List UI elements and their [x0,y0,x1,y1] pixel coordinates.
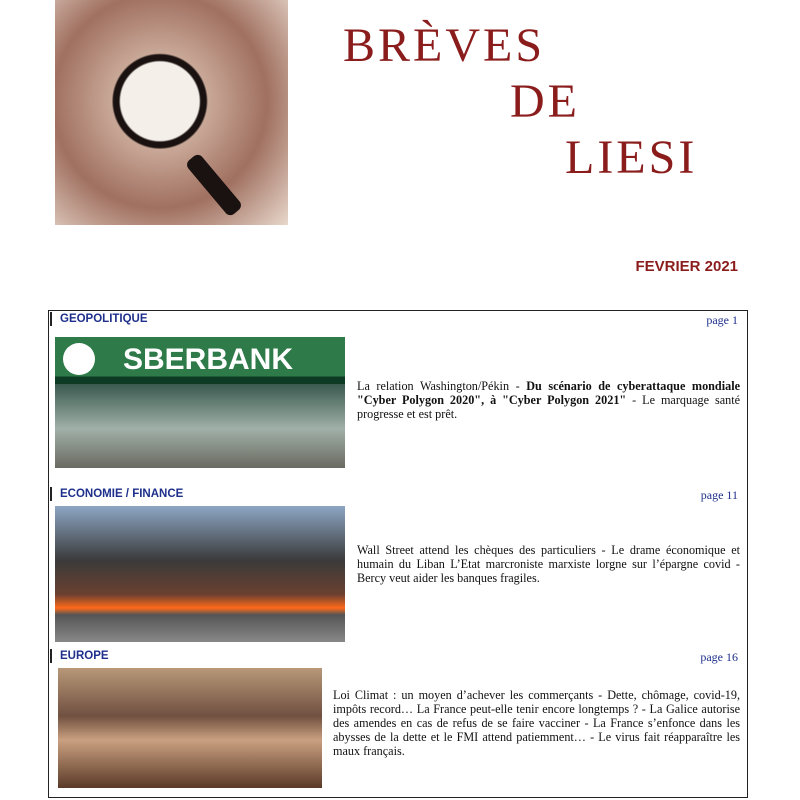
title-line-1: BRÈVES [343,19,546,72]
section-europe-title: EUROPE [50,649,109,663]
section-geopolitique-title: GEOPOLITIQUE [50,312,148,326]
sberbank-sign: SBERBANK [123,343,294,376]
magnifying-glass-image [55,0,288,225]
battle-painting-image [58,668,322,788]
sberbank-logo-icon [63,343,95,375]
title-line-2: DE [510,75,580,128]
riot-fire-image [55,506,345,642]
title-line-3: LIESI [565,131,698,184]
section-economie-title: ECONOMIE / FINANCE [50,487,183,501]
section-economie-page[interactable]: page 11 [700,488,738,502]
section-geopolitique-text: La relation Washington/Pékin - Du scénario de cyberattaque mondiale "Cyber Polygon 2020", à "Cyber Polygon 2021" - Le marquage santé progresse et est prêt. [357,379,740,421]
section-europe-page[interactable]: page 16 [700,650,738,664]
sberbank-image [55,337,345,468]
section-europe-text: Loi Climat : un moyen d’achever les commerçants - Dette, chômage, covid-19, impôts record… La France peut-elle tenir encore longtemps ? - La Galice autorise des amendes en cas de refus de se faire vacciner - La France s’enfonce dans les abysses de la dette et le FMI attend patiemment… - Le virus fait réapparaître les maux français. [333,688,740,758]
section-economie-text: Wall Street attend les chèques des particuliers - Le drame économique et humain du Liban L’Etat marcroniste marxiste lorgne sur l’épargne covid - Bercy veut aider les banques fragiles. [357,543,740,585]
section-geopolitique-page[interactable]: page 1 [706,313,738,327]
issue-date: FEVRIER 2021 [635,258,738,275]
